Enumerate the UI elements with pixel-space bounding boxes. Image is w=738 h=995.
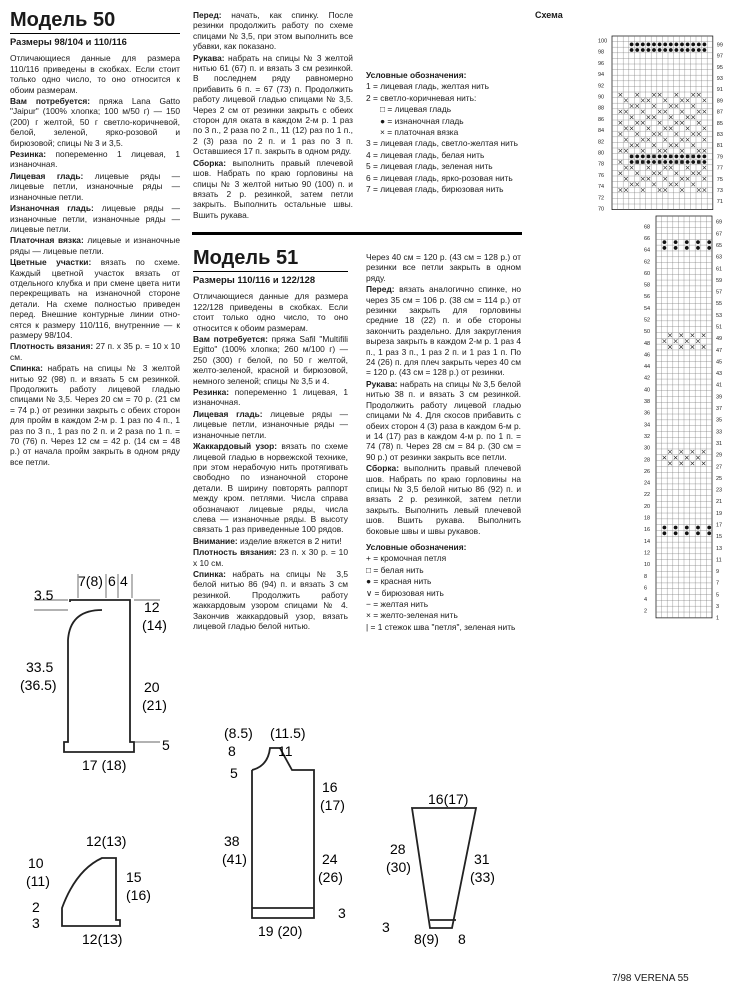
legend-item: 3 = лицевая гладь, светло-желтая нить <box>366 138 518 149</box>
dim-label: (17) <box>320 797 345 813</box>
paragraph: набрать на спицы № 3 желтой нитью 61 (67) п. и вязать 3 см резинкой. В последнем ряду равномерно прибавить 6 п. = 67 (73) п. Продолжить работу лицевой гладью спицами № 3,5. Через 2 см от резинки закрыть с обеих сторон для оката в каждом 2-м р. 1 раз по 3 п., 2 раза по 2 п., 11 (12) раз по 1 п., 2 (3) раза по 2 п. и 1 раз по 3 п. Оставшиеся 17 п. закрыть в одном ряду. <box>193 52 353 157</box>
chart2-row-number: 21 <box>716 499 723 506</box>
legend-item: × = желто-зеленая нить <box>366 610 458 621</box>
chart1-dot <box>697 48 701 52</box>
chart1-dot <box>675 43 679 47</box>
dim-label: 16(17) <box>428 791 469 807</box>
chart2-row-number: 62 <box>644 259 651 266</box>
dim-label: 33.5 <box>26 659 54 675</box>
chart1-row-number: 71 <box>716 199 723 206</box>
chart2-row-number: 56 <box>644 294 651 301</box>
chart2-row-number: 29 <box>716 452 723 459</box>
paragraph: Отличающиеся данные для размера 122/128 приведены в скобках. Если стоит только одно число, то оно относится к обоим размерам. <box>193 291 348 333</box>
chart1-row-number: 80 <box>598 150 605 157</box>
label: Вам потребуется: <box>193 334 268 345</box>
label: Резинка: <box>193 387 230 398</box>
dim-label: 31 <box>474 851 490 867</box>
legend-item: ● = изнаночная гладь <box>380 115 464 126</box>
chart2-dot <box>696 240 700 244</box>
chart2-row-number: 60 <box>644 270 651 277</box>
label: Лицевая гладь: <box>10 170 84 181</box>
legend-item: 4 = лицевая гладь, белая нить <box>366 149 485 160</box>
chart1-row-number: 85 <box>716 120 723 127</box>
title-underline <box>10 33 180 34</box>
chart1-row-number: 87 <box>716 109 723 116</box>
chart2-row-number: 45 <box>716 359 723 366</box>
chart2-row-number: 49 <box>716 336 723 343</box>
chart1-dot <box>641 155 645 159</box>
chart2-row-number: 12 <box>644 550 651 557</box>
model51-sizes: Размеры 110/116 и 122/128 <box>193 274 316 285</box>
chart2-row-number: 34 <box>644 422 651 429</box>
paragraph: вязать аналогично спинке, но через 35 см = 106 р. (38 см = 114 р.) от резинки закрыть для горловины средние 18 (22) п. и обе стороны закончить раздельно. Для закругления выреза закрыть в каждом 2-м р. 1 раз 4 п., 1 раз 3 п., 1 раз 2 п. и 1 раз 1 п. По 24 (26) п. для плеч закрыть через 40 см = 120 р. (43 см = 128 р.) от резинки. <box>366 284 521 378</box>
dim-label: (30) <box>386 859 411 875</box>
dim-label: 4 <box>120 573 128 589</box>
chart1-dot <box>686 48 690 52</box>
chart2-row-number: 47 <box>716 347 723 354</box>
chart1-dot <box>652 160 656 164</box>
chart2-row-number: 46 <box>644 352 651 359</box>
chart1-row-number: 70 <box>598 206 605 213</box>
title-underline <box>193 271 348 272</box>
legend-title: Условные обозначения: <box>366 70 467 80</box>
chart1-dot <box>658 155 662 159</box>
label: Перед: <box>193 10 222 20</box>
chart1-dot <box>675 155 679 159</box>
chart1-dot <box>703 155 707 159</box>
chart2-dot <box>663 531 667 535</box>
paragraph: Отличающиеся данные для размера 110/116 приведены в скобках. Если стоит только одно число, то оно относится к обоим размерам. <box>10 53 180 95</box>
chart2-row-number: 13 <box>716 545 723 552</box>
chart2-dot <box>663 240 667 244</box>
chart2-row-number: 68 <box>644 224 651 231</box>
chart1-dot <box>680 155 684 159</box>
legend-item: 6 = лицевая гладь, ярко-розовая нить <box>366 172 513 183</box>
chart1-dot <box>686 160 690 164</box>
legend-item: ∨ = бирюзовая нить <box>366 587 444 598</box>
chart1-row-number: 84 <box>598 128 605 135</box>
label: Платочная вязка: <box>10 235 84 246</box>
dim-label: (41) <box>222 851 247 867</box>
paragraph: набрать на спицы № 3,5 белой нитью 86 (94) п. и вязать 3 см резинкой. Продолжить работу жаккардовым узором спицами № 4. Закончив жаккардовый узор, вязать лицевой гладью белой нитью. <box>193 568 348 631</box>
label: Спинка: <box>10 363 43 374</box>
chart2-row-number: 25 <box>716 475 723 482</box>
dim-label: 10 <box>28 855 44 871</box>
chart1-row-number: 97 <box>716 53 723 60</box>
legend-item: 1 = лицевая гладь, желтая нить <box>366 81 489 92</box>
chart2-row-number: 66 <box>644 235 651 242</box>
chart2-row-number: 24 <box>644 480 651 487</box>
paragraph: лицевые и изнаночные ряды — лицевые петли. <box>10 235 180 256</box>
chart2-row-number: 40 <box>644 387 651 394</box>
diagram-front-51 <box>218 722 368 942</box>
dim-label: 20 <box>144 679 160 695</box>
diagram-front-back-50 <box>12 570 182 780</box>
paragraph: вязать по схеме. Каждый цветной участок вязать от отдельного клубка и при смене цвета нити перекрещивать на изнаночной стороне детали. На схеме полностью приведен перед. Внешние контурные линии относятся к размеру 110/116, внутренние — к размеру 98/104. <box>10 257 180 340</box>
chart1-dot <box>658 43 662 47</box>
model50-sizes: Размеры 98/104 и 110/116 <box>10 36 127 47</box>
chart1-dot <box>680 43 684 47</box>
chart1-dot <box>663 43 667 47</box>
chart2-row-number: 37 <box>716 406 723 413</box>
chart1-dot <box>658 48 662 52</box>
chart1-dot <box>669 160 673 164</box>
dim-label: (11.5) <box>270 725 306 741</box>
chart1-dot <box>675 48 679 52</box>
chart2-row-number: 5 <box>716 592 720 599</box>
paragraph: 27 п. х 35 р. = 10 х 10 см. <box>10 341 180 362</box>
chart2-row-number: 61 <box>716 266 723 273</box>
chart2-dot <box>707 240 711 244</box>
chart2-row-number: 42 <box>644 375 651 382</box>
chart2-dot <box>685 526 689 530</box>
chart1-dot <box>669 48 673 52</box>
chart1-dot <box>686 43 690 47</box>
chart2-dot <box>707 526 711 530</box>
chart1-row-number: 92 <box>598 83 605 90</box>
chart1-dot <box>630 48 634 52</box>
chart1-dot <box>663 160 667 164</box>
diagram-sleeve-51 <box>378 788 518 948</box>
paragraph: лицевые ряды — изнаночные петли, изнаночные ряды — лицевые петли. <box>10 203 180 234</box>
chart1-row-number: 94 <box>598 72 605 79</box>
chart1-dot <box>647 48 651 52</box>
dim-label: 8 <box>228 743 236 759</box>
chart1-row-number: 76 <box>598 172 605 179</box>
dim-label: (21) <box>142 697 167 713</box>
chart1-dot <box>647 43 651 47</box>
chart2-row-number: 30 <box>644 445 651 452</box>
chart1-row-number: 89 <box>716 98 723 105</box>
chart2-row-number: 8 <box>644 573 648 580</box>
label: Внимание: <box>193 535 238 546</box>
paragraph: лицевые ряды — лицевые петли, изнаночные ряды — изнаночные петли. <box>193 408 348 440</box>
chart2-row-number: 28 <box>644 457 651 464</box>
chart2-row-number: 67 <box>716 231 723 238</box>
chart1-row-number: 100 <box>598 38 608 45</box>
paragraph: попеременно 1 лицевая, 1 изнаночная. <box>193 387 348 408</box>
legend-item: + = кромочная петля <box>366 553 447 564</box>
chart1-dot <box>703 48 707 52</box>
chart1-row-number: 91 <box>716 87 723 94</box>
chart2-row-number: 15 <box>716 534 723 541</box>
dim-label: 24 <box>322 851 338 867</box>
chart2-dot <box>707 246 711 250</box>
label: Сборка: <box>193 157 226 168</box>
chart2-row-number: 52 <box>644 317 651 324</box>
legend-item: − = желтая нить <box>366 599 429 609</box>
label: Лицевая гладь: <box>193 408 263 419</box>
chart1-row-number: 78 <box>598 161 605 168</box>
chart2-row-number: 69 <box>716 219 723 226</box>
chart1-dot <box>630 160 634 164</box>
chart1-dot <box>697 43 701 47</box>
chart2-row-number: 32 <box>644 433 651 440</box>
chart1-dot <box>647 160 651 164</box>
legend-item: 5 = лицевая гладь, зеленая нить <box>366 161 493 172</box>
model50-legend-column <box>366 64 521 195</box>
model51-column-2 <box>366 252 521 633</box>
chart2-row-number: 22 <box>644 492 651 499</box>
label: Сборка: <box>366 463 399 474</box>
label: Резинка: <box>10 149 47 160</box>
paragraph: изделие вяжется в 2 нити! <box>237 535 342 546</box>
chart2-row-number: 27 <box>716 464 723 471</box>
chart2-dot <box>707 531 711 535</box>
chart2-row-number: 43 <box>716 371 723 378</box>
dim-label: 3.5 <box>34 587 54 603</box>
chart1-dot <box>703 160 707 164</box>
chart1-dot <box>635 43 639 47</box>
paragraph: Через 40 см = 120 р. (43 см = 128 р.) от резинки все петли закрыть в одном ряду. <box>366 252 521 283</box>
dim-label: (16) <box>126 887 151 903</box>
chart2-row-number: 4 <box>644 597 648 604</box>
legend-item: ● = красная нить <box>366 576 432 587</box>
chart1-row-number: 72 <box>598 195 605 202</box>
page-footer: 7/98 VERENA 55 <box>612 973 689 984</box>
label: Плотность вязания: <box>193 547 277 558</box>
chart1-row-number: 88 <box>598 105 605 112</box>
chart2-row-number: 44 <box>644 364 651 371</box>
chart1-dot <box>652 48 656 52</box>
chart1-dot <box>691 43 695 47</box>
section-divider <box>192 232 522 235</box>
chart2-dot <box>696 246 700 250</box>
paragraph: попеременно 1 лицевая, 1 изнаночная. <box>10 149 180 170</box>
dim-label: 6 <box>108 573 116 589</box>
label: Спинка: <box>193 568 226 579</box>
model50-column-2 <box>193 10 353 221</box>
chart1-dot <box>652 43 656 47</box>
paragraph: вязать по схеме лицевой гладью в норвежской технике, при этом нерабочую нить протягивать свободно по изнаночной стороне детали. В ширину повторять раппорт между кром. петлями. Числа справа обозначают лицевые ряды, числа слева — изнаночные ряды. В высоту связать 1 раз приведенные 100 рядов. <box>193 441 348 535</box>
dim-label: 19 (20) <box>258 923 303 939</box>
chart2-row-number: 18 <box>644 515 651 522</box>
paragraph: 23 п. х 30 р. = 10 х 10 см. <box>193 547 348 568</box>
chart2-row-number: 64 <box>644 247 651 254</box>
label: Жаккардовый узор: <box>193 441 278 452</box>
paragraph: набрать на спицы № 3,5 белой нитью 38 п. и вязать 3 см резинкой. Продолжить работу лицевой гладью спицами № 4. Для скосов прибавить с обеих сторон 4 (3) раза в каждом 6-м р. и 14 (17) раз в каждом 4-м р. по 1 п. = 74 (78) п. Через 28 см = 84 р. (30 см = 90 р.) от резинки закрыть все петли. <box>366 378 521 462</box>
chart1-row-number: 81 <box>716 143 723 150</box>
dim-label: (14) <box>142 617 167 633</box>
chart2-dot <box>685 240 689 244</box>
chart2-row-number: 19 <box>716 510 723 517</box>
chart2-row-number: 55 <box>716 301 723 308</box>
dim-label: 5 <box>162 737 170 753</box>
chart1-row-number: 90 <box>598 94 605 101</box>
chart1-dot <box>663 155 667 159</box>
chart2-row-number: 58 <box>644 282 651 289</box>
dim-label: 16 <box>322 779 338 795</box>
chart1-dot <box>663 48 667 52</box>
dim-label: 12 <box>144 599 160 615</box>
chart1-dot <box>691 160 695 164</box>
chart1-dot <box>630 43 634 47</box>
chart1-row-number: 86 <box>598 116 605 123</box>
chart2-row-number: 17 <box>716 522 723 529</box>
chart2-dot <box>696 526 700 530</box>
model50-column-1 <box>10 8 180 468</box>
chart2-row-number: 10 <box>644 562 651 569</box>
chart1-row-number: 83 <box>716 132 723 138</box>
chart1-dot <box>641 43 645 47</box>
chart2-row-number: 3 <box>716 604 720 611</box>
paragraph: лицевые ряды — лицевые петли, изнаночные ряды — изнаночные петли. <box>10 170 180 202</box>
chart1-dot <box>669 43 673 47</box>
chart2-row-number: 63 <box>716 254 723 261</box>
paragraph: выполнить правый плечевой шов. Набрать по краю горловины на спицы № 3 желтой нитью 90 (100) п. и вязать 2 р. резинкой, затем петли закрыть. Выполнить остальные швы. Вшить рукава. <box>193 157 353 220</box>
chart2-row-number: 16 <box>644 527 651 534</box>
legend-item: × = платочная вязка <box>380 127 459 138</box>
dim-label: (26) <box>318 869 343 885</box>
legend-title: Условные обозначения: <box>366 541 467 552</box>
dim-label: 28 <box>390 841 406 857</box>
legend-item: □ = белая нить <box>366 564 424 575</box>
chart2-row-number: 39 <box>716 394 723 401</box>
chart1-row-number: 96 <box>598 60 605 67</box>
label: Изнаночная гладь: <box>10 203 94 214</box>
chart1-row-number: 79 <box>716 154 723 161</box>
chart2-row-number: 41 <box>716 382 723 389</box>
chart2-row-number: 1 <box>716 615 720 622</box>
dim-label: (8.5) <box>224 725 253 741</box>
dim-label: 7(8) <box>78 573 103 589</box>
chart1-row-number: 95 <box>716 64 723 71</box>
legend-item: 2 = светло-коричневая нить: <box>366 92 477 103</box>
chart2-dot <box>674 246 678 250</box>
paragraph: набрать на спицы № 3 желтой нитью 92 (98) п. и вязать 5 см резинкой. Продолжить работу лицевой гладью спицами № 3,5. Через 20 см = 70 р. (21 см = 74 р.) от резинки закрыть с обеих сторон для пройм в каждом 2-м р. 1 раз по 4 п., 1 раз по 3 п., 1 раз по 2 п. и 2 раза по 1 п. = 70 (76) п. Через 12 см = 42 р. (14 см = 48 р.) от начала пройм закрыть в одном ряду все петли. <box>10 363 180 467</box>
dim-label: 38 <box>224 833 240 849</box>
dim-label: (36.5) <box>20 677 57 693</box>
legend-item: □ = лицевая гладь <box>380 104 452 115</box>
dim-label: 3 <box>382 919 390 935</box>
model50-title: Модель 50 <box>10 9 116 31</box>
chart2-row-number: 11 <box>716 557 722 564</box>
chart1-dot <box>680 48 684 52</box>
chart1-row-number: 82 <box>598 139 605 146</box>
chart2-row-number: 26 <box>644 468 651 475</box>
chart1-dot <box>697 155 701 159</box>
chart2-row-number: 59 <box>716 277 723 284</box>
chart2-row-number: 53 <box>716 312 723 319</box>
chart1-row-number: 75 <box>716 176 723 183</box>
label: Рукава: <box>366 378 398 389</box>
chart2-dot <box>696 531 700 535</box>
paragraph: пряжа Lana Gatto "Jaipur" (100% хлопка; 100 м/50 г) — 150 (200) г желтой, 50 г светло-коричневой, белой, зеленой, ярко-розовой и бирюзовой; спицы № 3 и 3,5. <box>10 96 180 148</box>
chart2-row-number: 9 <box>716 569 720 576</box>
dim-label: 15 <box>126 869 142 885</box>
legend-item: 7 = лицевая гладь, бирюзовая нить <box>366 184 504 195</box>
chart2-row-number: 54 <box>644 305 651 312</box>
chart2-row-number: 7 <box>716 580 720 587</box>
chart1-row-number: 77 <box>716 165 723 172</box>
chart2-dot <box>663 246 667 250</box>
dim-label: 3 <box>338 905 346 921</box>
chart2-dot <box>674 240 678 244</box>
chart2-row-number: 65 <box>716 242 723 249</box>
dim-label: 17 (18) <box>82 757 127 773</box>
chart2-row-number: 36 <box>644 410 651 417</box>
chart2-dot <box>685 531 689 535</box>
chart2-dot <box>663 526 667 530</box>
dim-label: 2 <box>32 899 40 915</box>
diagram-sleeve-50 <box>26 830 176 950</box>
chart1-row-number: 93 <box>716 76 723 82</box>
dim-label: 8(9) <box>414 931 439 947</box>
model51-column-1 <box>193 246 348 632</box>
chart2-row-number: 20 <box>644 503 651 510</box>
chart1-dot <box>703 43 707 47</box>
paragraph: пряжа Safil "Multifili Egitto" (100% хлопка; 260 м/100 г) — 250 (300) г белой, по 50 г желтой, желто-зеленой, красной и бирюзовой, немного зеленой; спицы № 3,5 и 4. <box>193 334 348 386</box>
chart2-row-number: 33 <box>716 429 723 436</box>
schema-title: Схема <box>535 10 563 20</box>
chart2-dot <box>685 246 689 250</box>
chart2-row-number: 51 <box>716 324 723 331</box>
chart2-row-number: 38 <box>644 399 651 406</box>
chart2-row-number: 23 <box>716 487 723 494</box>
chart2-dot <box>674 531 678 535</box>
chart1-row-number: 99 <box>716 42 723 49</box>
dim-label: 5 <box>230 765 238 781</box>
label: Вам потребуется: <box>10 96 91 107</box>
legend-item: | = 1 стежок шва "петля", зеленая нить <box>366 621 516 632</box>
paragraph: выполнить правый плечевой шов. Набрать по краю горловины на спицы № 3,5 белой нитью 86 (92) п. и вязать 2 р. резинкой, затем петли закрыть. Выполнить левый плечевой шов. Вшить рукава. Выполнить боковые швы и швы рукавов. <box>366 463 521 536</box>
dim-label: (11) <box>26 873 50 889</box>
dim-label: 12(13) <box>86 833 127 849</box>
chart2-row-number: 2 <box>644 608 648 615</box>
chart1-dot <box>641 48 645 52</box>
chart2-row-number: 14 <box>644 538 651 545</box>
paragraph: начать, как спинку. После резинки продолжить работу по схеме спицами № 3,5, при этом выполнить все убавки, как показано. <box>193 10 353 52</box>
dim-label: (33) <box>470 869 495 885</box>
chart2-row-number: 57 <box>716 289 723 296</box>
dim-label: 8 <box>458 931 466 947</box>
chart1-row-number: 73 <box>716 188 723 194</box>
label: Рукава: <box>193 52 225 63</box>
dim-label: 11 <box>278 743 293 759</box>
chart1-dot <box>691 48 695 52</box>
chart2-row-number: 48 <box>644 340 651 347</box>
label: Цветные участки: <box>10 257 92 268</box>
chart2-row-number: 50 <box>644 329 651 336</box>
label: Перед: <box>366 284 395 295</box>
chart2-row-number: 6 <box>644 585 648 592</box>
chart2-row-number: 35 <box>716 417 723 424</box>
model51-title: Модель 51 <box>193 247 299 269</box>
chart1-dot <box>635 48 639 52</box>
chart1-row-number: 74 <box>598 184 605 191</box>
chart1-dot <box>635 155 639 159</box>
knitting-chart <box>560 30 730 960</box>
chart1-row-number: 98 <box>598 49 605 56</box>
chart2-dot <box>674 526 678 530</box>
chart2-row-number: 31 <box>716 440 723 447</box>
dim-label: 12(13) <box>82 931 123 947</box>
dim-label: 3 <box>32 915 40 931</box>
label: Плотность вязания: <box>10 341 94 352</box>
